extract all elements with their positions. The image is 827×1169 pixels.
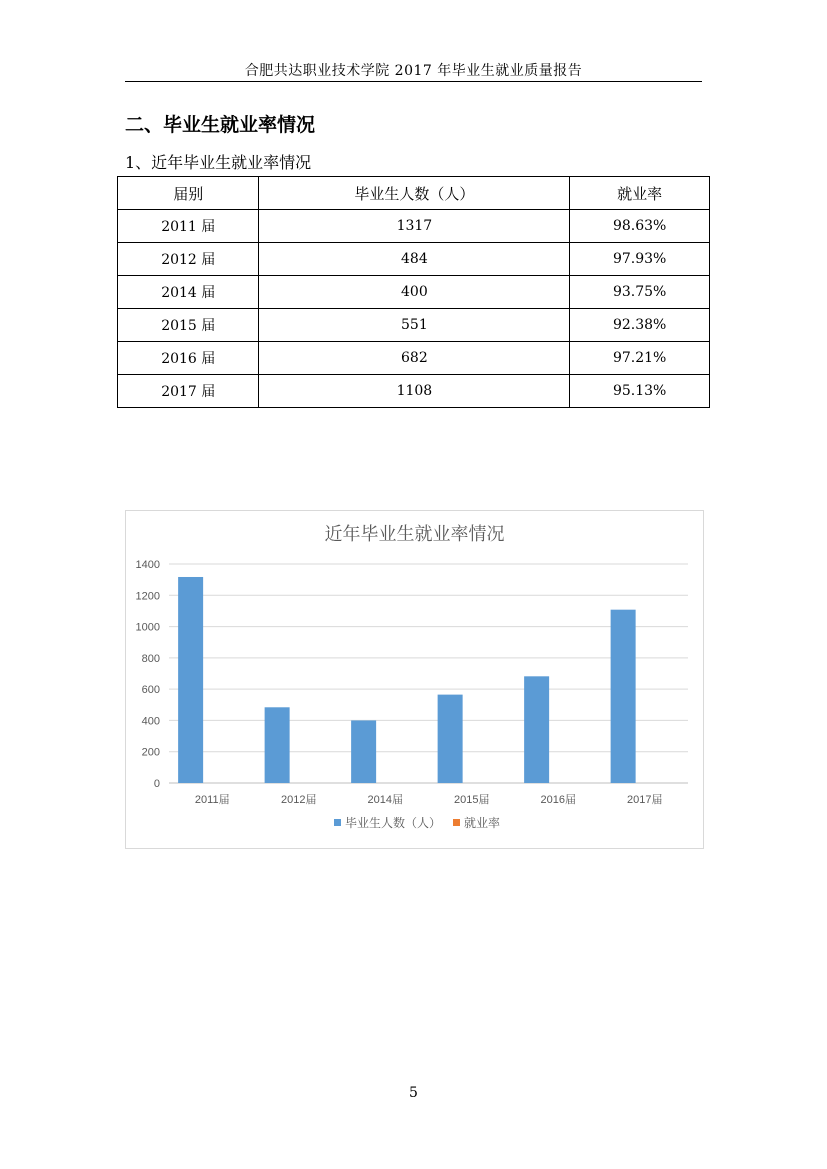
cell-cohort: 2015 届 [118,309,259,342]
legend-label: 毕业生人数（人） [345,816,442,830]
cell-cohort: 2016 届 [118,342,259,375]
x-tick-label: 2017届 [627,794,663,806]
y-tick-label: 1000 [135,621,160,634]
table-row [118,276,710,309]
cell-graduates: 1317 [259,210,570,243]
bar-graduates [438,695,463,783]
employment-rate-table [117,176,710,408]
cell-rate: 93.75% [570,276,710,309]
y-tick-label: 1200 [135,590,160,603]
table-row [118,342,710,375]
bar-graduates [265,707,290,783]
y-tick-label: 0 [153,778,160,790]
cell-cohort: 2017 届 [118,375,259,408]
x-tick-label: 2011届 [194,794,230,806]
cell-graduates: 682 [259,342,570,375]
table-row [118,210,710,243]
header-graduates: 毕业生人数（人） [259,177,570,210]
y-tick-label: 600 [141,684,160,697]
table-row [118,309,710,342]
legend-swatch [453,819,460,826]
table-row [118,243,710,276]
cell-rate: 97.21% [570,342,710,375]
bar-graduates [178,577,203,783]
y-tick-label: 200 [141,746,160,759]
x-tick-label: 2016届 [540,794,576,806]
page-header: 合肥共达职业技术学院 2017 年毕业生就业质量报告 [244,63,583,79]
legend-label: 就业率 [464,816,501,830]
header-cohort: 届别 [118,177,259,210]
cell-graduates: 1108 [259,375,570,408]
cell-graduates: 551 [259,309,570,342]
cell-rate: 97.93% [570,243,710,276]
legend-swatch [334,819,341,826]
header-rate: 就业率 [570,177,710,210]
cell-rate: 95.13% [570,375,710,408]
section-title: 二、毕业生就业率情况 [125,114,316,136]
bar-graduates [611,610,636,783]
y-tick-label: 800 [141,652,160,665]
bar-graduates [351,720,376,783]
table-row [118,375,710,408]
cell-cohort: 2012 届 [118,243,259,276]
bar-graduates [524,676,549,783]
cell-cohort: 2014 届 [118,276,259,309]
chart-canvas [126,511,703,848]
x-tick-label: 2014届 [367,794,403,806]
x-tick-label: 2012届 [281,794,317,806]
cell-graduates: 484 [259,243,570,276]
cell-rate: 98.63% [570,210,710,243]
chart-title: 近年毕业生就业率情况 [324,524,505,544]
table-header-row [118,177,710,210]
cell-rate: 92.38% [570,309,710,342]
x-tick-label: 2015届 [454,794,490,806]
cell-cohort: 2011 届 [118,210,259,243]
sub-title: 1、近年毕业生就业率情况 [125,153,312,172]
header-rule [125,81,702,82]
page-number: 5 [409,1085,418,1101]
graduates-chart [125,510,704,849]
y-tick-label: 400 [141,715,160,728]
cell-graduates: 400 [259,276,570,309]
y-tick-label: 1400 [135,559,160,571]
